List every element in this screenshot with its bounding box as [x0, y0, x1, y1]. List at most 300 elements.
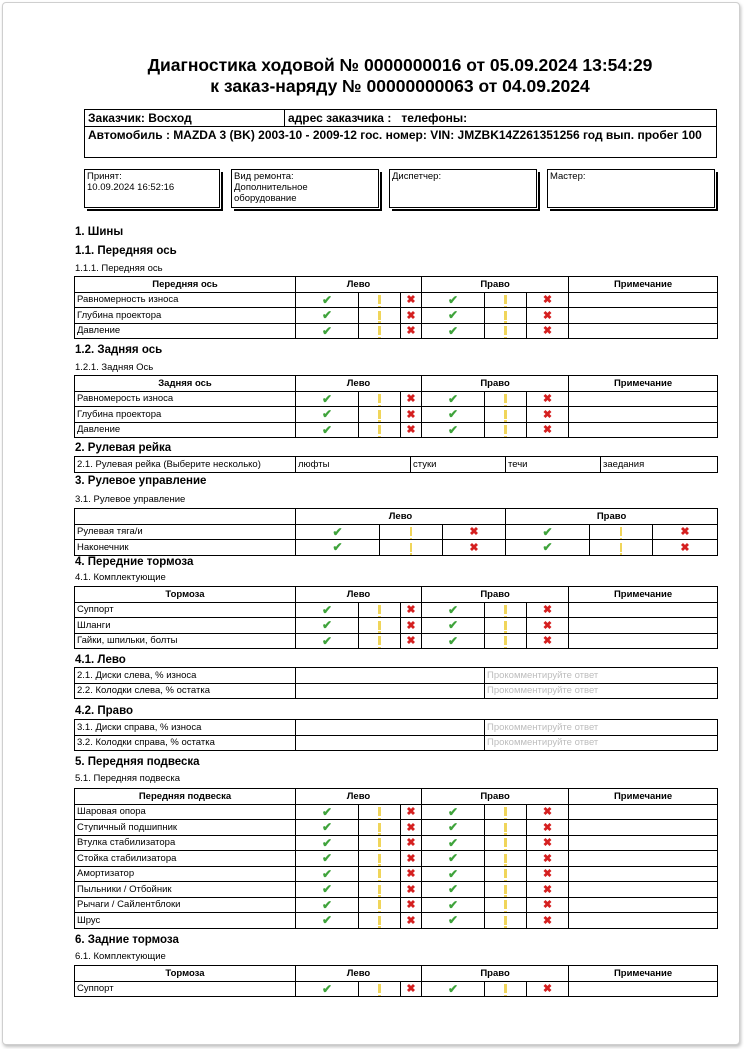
- group-label: 6.1. Комплектующие: [75, 951, 166, 962]
- warning-mark-cell[interactable]: [485, 407, 527, 423]
- column-header: Тормоза: [75, 587, 296, 603]
- note-cell[interactable]: [569, 866, 718, 882]
- ok-mark-cell[interactable]: [422, 820, 485, 836]
- warning-mark-cell[interactable]: [380, 524, 443, 540]
- column-header: Тормоза: [75, 966, 296, 982]
- value-input[interactable]: [296, 720, 485, 736]
- warning-icon: [378, 916, 381, 925]
- value-input[interactable]: [296, 668, 485, 684]
- row-label: 2.1. Диски слева, % износа: [75, 668, 296, 684]
- warning-icon: [504, 295, 507, 304]
- column-header: Передняя подвеска: [75, 789, 296, 805]
- check-ok-icon: ✔: [447, 913, 459, 928]
- fail-mark-cell[interactable]: [401, 407, 422, 423]
- table-row: [75, 835, 718, 851]
- fail-mark-cell[interactable]: [401, 292, 422, 308]
- fail-mark-cell[interactable]: [401, 308, 422, 324]
- warning-mark-cell[interactable]: [485, 391, 527, 407]
- warning-mark-cell[interactable]: [359, 618, 401, 634]
- ok-mark-cell[interactable]: [296, 602, 359, 618]
- check-ok-icon: ✔: [321, 851, 333, 866]
- fail-cross-icon: ✖: [406, 883, 416, 896]
- note-cell[interactable]: [569, 804, 718, 820]
- fail-mark-cell[interactable]: [401, 323, 422, 339]
- table-row: [75, 308, 718, 324]
- ok-mark-cell[interactable]: [296, 913, 359, 929]
- check-ok-icon: ✔: [447, 292, 459, 307]
- fail-cross-icon: ✖: [469, 526, 479, 539]
- note-cell[interactable]: [569, 602, 718, 618]
- ok-mark-cell[interactable]: [422, 804, 485, 820]
- column-header: Право: [422, 376, 569, 392]
- column-header: Право: [422, 789, 569, 805]
- ok-mark-cell[interactable]: [296, 981, 359, 997]
- warning-mark-cell[interactable]: [485, 981, 527, 997]
- left-brake-measure-table: [74, 667, 718, 699]
- subsection-title: 1.2. Задняя ось: [75, 344, 163, 356]
- ok-mark-cell[interactable]: [296, 820, 359, 836]
- vehicle-info: Автомобиль : MAZDA 3 (BK) 2003-10 - 2009-12 гос. номер: VIN: JMZBK14Z261351256 год вып. пробег 100: [88, 128, 702, 142]
- ok-mark-cell[interactable]: [422, 851, 485, 867]
- table-row: [75, 897, 718, 913]
- warning-mark-cell[interactable]: [359, 422, 401, 438]
- table-row: [75, 292, 718, 308]
- row-label: 2.1. Рулевая рейка (Выберите несколько): [75, 457, 296, 473]
- warning-icon: [504, 838, 507, 847]
- note-cell[interactable]: [569, 391, 718, 407]
- check-ok-icon: ✔: [447, 804, 459, 819]
- subsection-title: 4.2. Право: [75, 705, 134, 717]
- ok-mark-cell[interactable]: [296, 633, 359, 649]
- warning-mark-cell[interactable]: [359, 407, 401, 423]
- fail-cross-icon: ✖: [542, 325, 553, 338]
- ok-mark-cell[interactable]: [296, 618, 359, 634]
- row-label: 3.1. Диски справа, % износа: [75, 720, 296, 736]
- ok-mark-cell[interactable]: [296, 407, 359, 423]
- option-cell[interactable]: заедания: [601, 457, 718, 473]
- warning-icon: [504, 410, 507, 419]
- warning-icon: [410, 527, 413, 536]
- row-label: Давление: [75, 422, 296, 438]
- fail-mark-cell[interactable]: [527, 804, 569, 820]
- fail-cross-icon: ✖: [406, 309, 416, 322]
- ok-mark-cell[interactable]: [296, 292, 359, 308]
- fail-cross-icon: ✖: [542, 914, 553, 927]
- ok-mark-cell[interactable]: [506, 540, 590, 556]
- row-label: Шрус: [75, 913, 296, 929]
- row-label: Равномерость износа: [75, 391, 296, 407]
- option-cell[interactable]: люфты: [296, 457, 411, 473]
- note-cell[interactable]: [569, 323, 718, 339]
- warning-icon: [504, 394, 507, 403]
- warning-mark-cell[interactable]: [359, 308, 401, 324]
- ok-mark-cell[interactable]: [296, 391, 359, 407]
- ok-mark-cell[interactable]: [422, 292, 485, 308]
- accepted-value: 10.09.2024 16:52:16: [87, 182, 175, 193]
- warning-icon: [504, 636, 507, 645]
- ok-mark-cell[interactable]: [296, 540, 380, 556]
- ok-mark-cell[interactable]: [422, 422, 485, 438]
- warning-mark-cell[interactable]: [590, 540, 653, 556]
- table-row: [75, 913, 718, 929]
- column-header: Лево: [296, 376, 422, 392]
- ok-mark-cell[interactable]: [296, 897, 359, 913]
- warning-mark-cell[interactable]: [485, 851, 527, 867]
- fail-cross-icon: ✖: [406, 806, 416, 819]
- fail-cross-icon: ✖: [680, 526, 690, 539]
- warning-mark-cell[interactable]: [359, 897, 401, 913]
- accepted-label: Принят:: [87, 171, 122, 182]
- fail-cross-icon: ✖: [406, 294, 416, 307]
- fail-mark-cell[interactable]: [401, 633, 422, 649]
- fail-mark-cell[interactable]: [527, 866, 569, 882]
- warning-mark-cell[interactable]: [359, 292, 401, 308]
- check-ok-icon: ✔: [447, 820, 459, 835]
- ok-mark-cell[interactable]: [296, 323, 359, 339]
- warning-mark-cell[interactable]: [485, 882, 527, 898]
- column-header: Лево: [296, 966, 422, 982]
- comment-input[interactable]: Прокомментируйте ответ: [485, 735, 718, 751]
- fail-mark-cell[interactable]: [401, 602, 422, 618]
- fail-mark-cell[interactable]: [527, 913, 569, 929]
- warning-mark-cell[interactable]: [485, 835, 527, 851]
- fail-cross-icon: ✖: [542, 821, 553, 834]
- steering-table: [74, 508, 718, 556]
- warning-icon: [378, 900, 381, 909]
- fail-cross-icon: ✖: [542, 883, 553, 896]
- fail-mark-cell[interactable]: [527, 407, 569, 423]
- column-header: Примечание: [569, 789, 718, 805]
- fail-mark-cell[interactable]: [527, 422, 569, 438]
- row-label: Наконечник: [75, 540, 296, 556]
- warning-mark-cell[interactable]: [485, 602, 527, 618]
- fail-mark-cell[interactable]: [401, 851, 422, 867]
- section-title: 2. Рулевая рейка: [75, 442, 172, 454]
- table-row: [75, 540, 718, 556]
- warning-mark-cell[interactable]: [485, 633, 527, 649]
- row-label: Рулевая тяга/и: [75, 524, 296, 540]
- fail-cross-icon: ✖: [542, 393, 553, 406]
- fail-cross-icon: ✖: [406, 635, 416, 648]
- warning-mark-cell[interactable]: [485, 913, 527, 929]
- fail-mark-cell[interactable]: [527, 882, 569, 898]
- warning-icon: [504, 326, 507, 335]
- warning-icon: [504, 807, 507, 816]
- warning-mark-cell[interactable]: [485, 866, 527, 882]
- ok-mark-cell[interactable]: [422, 866, 485, 882]
- fail-mark-cell[interactable]: [401, 882, 422, 898]
- note-cell[interactable]: [569, 308, 718, 324]
- column-header: Право: [422, 277, 569, 293]
- dispatcher-label: Диспетчер:: [392, 171, 442, 182]
- warning-mark-cell[interactable]: [359, 804, 401, 820]
- fail-cross-icon: ✖: [542, 309, 553, 322]
- warning-mark-cell[interactable]: [359, 913, 401, 929]
- warning-icon: [378, 869, 381, 878]
- check-ok-icon: ✔: [321, 804, 333, 819]
- note-cell[interactable]: [569, 292, 718, 308]
- note-cell[interactable]: [569, 981, 718, 997]
- warning-icon: [378, 311, 381, 320]
- column-header: Право: [422, 966, 569, 982]
- table-row: [75, 882, 718, 898]
- note-cell[interactable]: [569, 422, 718, 438]
- fail-mark-cell[interactable]: [527, 292, 569, 308]
- rear-brakes-table: [74, 965, 718, 997]
- group-label: 4.1. Комплектующие: [75, 572, 166, 583]
- ok-mark-cell[interactable]: [422, 897, 485, 913]
- fail-cross-icon: ✖: [406, 408, 416, 421]
- warning-mark-cell[interactable]: [485, 618, 527, 634]
- value-input[interactable]: [296, 683, 485, 699]
- fail-mark-cell[interactable]: [401, 866, 422, 882]
- warning-icon: [378, 605, 381, 614]
- repair-type-label: Вид ремонта:: [234, 171, 294, 182]
- fail-mark-cell[interactable]: [401, 981, 422, 997]
- ok-mark-cell[interactable]: [422, 913, 485, 929]
- note-cell[interactable]: [569, 835, 718, 851]
- warning-icon: [504, 854, 507, 863]
- fail-mark-cell[interactable]: [527, 602, 569, 618]
- fail-cross-icon: ✖: [406, 868, 416, 881]
- fail-mark-cell[interactable]: [401, 391, 422, 407]
- fail-mark-cell[interactable]: [527, 981, 569, 997]
- warning-icon: [378, 636, 381, 645]
- fail-mark-cell[interactable]: [401, 820, 422, 836]
- customer-address-phones: адрес заказчика : телефоны:: [288, 111, 468, 125]
- fail-mark-cell[interactable]: [527, 391, 569, 407]
- fail-cross-icon: ✖: [406, 899, 416, 912]
- ok-mark-cell[interactable]: [296, 308, 359, 324]
- comment-input[interactable]: Прокомментируйте ответ: [485, 668, 718, 684]
- ok-mark-cell[interactable]: [422, 308, 485, 324]
- check-ok-icon: ✔: [321, 407, 333, 422]
- fail-mark-cell[interactable]: [401, 835, 422, 851]
- check-ok-icon: ✔: [447, 835, 459, 850]
- warning-icon: [378, 823, 381, 832]
- row-label: Шланги: [75, 618, 296, 634]
- column-header: Лево: [296, 587, 422, 603]
- warning-icon: [378, 410, 381, 419]
- table-row: [75, 407, 718, 423]
- check-ok-icon: ✔: [321, 308, 333, 323]
- ok-mark-cell[interactable]: [296, 835, 359, 851]
- fail-mark-cell[interactable]: [527, 851, 569, 867]
- document-title: Диагностика ходовой № 0000000016 от 05.09.2024 13:54:29: [147, 55, 653, 75]
- check-ok-icon: ✔: [321, 882, 333, 897]
- note-cell[interactable]: [569, 618, 718, 634]
- ok-mark-cell[interactable]: [296, 866, 359, 882]
- note-cell[interactable]: [569, 897, 718, 913]
- fail-mark-cell[interactable]: [401, 804, 422, 820]
- fail-mark-cell[interactable]: [527, 633, 569, 649]
- fail-mark-cell[interactable]: [527, 820, 569, 836]
- fail-mark-cell[interactable]: [401, 913, 422, 929]
- document-subtitle: к заказ-наряду № 00000000063 от 04.09.2024: [210, 76, 590, 96]
- fail-cross-icon: ✖: [406, 983, 416, 996]
- note-cell[interactable]: [569, 851, 718, 867]
- comment-input[interactable]: Прокомментируйте ответ: [485, 683, 718, 699]
- fail-mark-cell[interactable]: [401, 618, 422, 634]
- fail-cross-icon: ✖: [542, 983, 553, 996]
- front-suspension-table: [74, 788, 718, 929]
- row-label: Стойка стабилизатора: [75, 851, 296, 867]
- warning-icon: [504, 425, 507, 434]
- warning-icon: [504, 605, 507, 614]
- warning-mark-cell[interactable]: [359, 981, 401, 997]
- warning-mark-cell[interactable]: [359, 820, 401, 836]
- check-ok-icon: ✔: [447, 618, 459, 633]
- steering-rack-table: [74, 456, 718, 473]
- warning-mark-cell[interactable]: [359, 391, 401, 407]
- warning-mark-cell[interactable]: [359, 835, 401, 851]
- warning-mark-cell[interactable]: [485, 820, 527, 836]
- warning-icon: [504, 823, 507, 832]
- note-cell[interactable]: [569, 633, 718, 649]
- row-label: Равномерность износа: [75, 292, 296, 308]
- warning-icon: [620, 543, 623, 552]
- ok-mark-cell[interactable]: [422, 633, 485, 649]
- warning-icon: [378, 807, 381, 816]
- ok-mark-cell[interactable]: [422, 391, 485, 407]
- warning-mark-cell[interactable]: [485, 323, 527, 339]
- warning-icon: [378, 425, 381, 434]
- note-cell[interactable]: [569, 882, 718, 898]
- warning-icon: [378, 295, 381, 304]
- warning-icon: [378, 885, 381, 894]
- dispatcher-box: [389, 169, 537, 208]
- check-ok-icon: ✔: [542, 540, 553, 555]
- warning-icon: [504, 900, 507, 909]
- check-ok-icon: ✔: [447, 422, 459, 437]
- ok-mark-cell[interactable]: [296, 882, 359, 898]
- check-ok-icon: ✔: [332, 540, 343, 555]
- fail-cross-icon: ✖: [406, 325, 416, 338]
- warning-mark-cell[interactable]: [359, 602, 401, 618]
- check-ok-icon: ✔: [447, 851, 459, 866]
- table-row: [75, 981, 718, 997]
- row-label: Втулка стабилизатора: [75, 835, 296, 851]
- table-row: [75, 804, 718, 820]
- fail-mark-cell[interactable]: [527, 835, 569, 851]
- fail-cross-icon: ✖: [542, 604, 553, 617]
- comment-input[interactable]: Прокомментируйте ответ: [485, 720, 718, 736]
- value-input[interactable]: [296, 735, 485, 751]
- table-row: [75, 668, 718, 684]
- fail-cross-icon: ✖: [406, 604, 416, 617]
- column-header: Право: [506, 509, 718, 525]
- repair-type-box: [231, 169, 379, 208]
- warning-mark-cell[interactable]: [380, 540, 443, 556]
- check-ok-icon: ✔: [447, 633, 459, 648]
- fail-cross-icon: ✖: [406, 852, 416, 865]
- accepted-box: [84, 169, 220, 208]
- row-label: Рычаги / Сайлентблоки: [75, 897, 296, 913]
- warning-mark-cell[interactable]: [485, 422, 527, 438]
- fail-cross-icon: ✖: [542, 424, 553, 437]
- ok-mark-cell[interactable]: [422, 407, 485, 423]
- rear-axle-tires-table: [74, 375, 718, 438]
- warning-mark-cell[interactable]: [590, 524, 653, 540]
- fail-mark-cell[interactable]: [527, 323, 569, 339]
- warning-mark-cell[interactable]: [485, 308, 527, 324]
- fail-mark-cell[interactable]: [443, 524, 506, 540]
- ok-mark-cell[interactable]: [296, 422, 359, 438]
- fail-cross-icon: ✖: [406, 424, 416, 437]
- table-row: [75, 618, 718, 634]
- check-ok-icon: ✔: [321, 866, 333, 881]
- check-ok-icon: ✔: [447, 407, 459, 422]
- warning-mark-cell[interactable]: [359, 866, 401, 882]
- warning-mark-cell[interactable]: [359, 633, 401, 649]
- column-header: Примечание: [569, 376, 718, 392]
- check-ok-icon: ✔: [447, 308, 459, 323]
- customer-name: Заказчик: Восход: [85, 110, 285, 126]
- fail-cross-icon: ✖: [542, 635, 553, 648]
- ok-mark-cell[interactable]: [422, 835, 485, 851]
- warning-mark-cell[interactable]: [485, 804, 527, 820]
- section-title: 5. Передняя подвеска: [75, 756, 200, 768]
- ok-mark-cell[interactable]: [296, 804, 359, 820]
- fail-mark-cell[interactable]: [653, 540, 718, 556]
- fail-cross-icon: ✖: [406, 914, 416, 927]
- fail-mark-cell[interactable]: [527, 897, 569, 913]
- warning-mark-cell[interactable]: [359, 851, 401, 867]
- warning-icon: [378, 984, 381, 993]
- option-cell[interactable]: течи: [506, 457, 601, 473]
- table-row: [75, 633, 718, 649]
- note-cell[interactable]: [569, 407, 718, 423]
- table-row: [75, 851, 718, 867]
- ok-mark-cell[interactable]: [422, 882, 485, 898]
- column-header: Задняя ось: [75, 376, 296, 392]
- fail-mark-cell[interactable]: [653, 524, 718, 540]
- fail-cross-icon: ✖: [542, 837, 553, 850]
- warning-icon: [504, 621, 507, 630]
- section-title: 4. Передние тормоза: [75, 556, 194, 568]
- fail-cross-icon: ✖: [542, 619, 553, 632]
- ok-mark-cell[interactable]: [296, 851, 359, 867]
- ok-mark-cell[interactable]: [296, 524, 380, 540]
- column-header: Лево: [296, 789, 422, 805]
- note-cell[interactable]: [569, 820, 718, 836]
- warning-mark-cell[interactable]: [359, 882, 401, 898]
- fail-mark-cell[interactable]: [401, 897, 422, 913]
- ok-mark-cell[interactable]: [506, 524, 590, 540]
- ok-mark-cell[interactable]: [422, 323, 485, 339]
- ok-mark-cell[interactable]: [422, 981, 485, 997]
- right-brake-measure-table: [74, 719, 718, 751]
- fail-mark-cell[interactable]: [443, 540, 506, 556]
- master-box: [547, 169, 715, 208]
- option-cell[interactable]: стуки: [411, 457, 506, 473]
- table-row: [75, 602, 718, 618]
- warning-mark-cell[interactable]: [359, 323, 401, 339]
- ok-mark-cell[interactable]: [422, 602, 485, 618]
- fail-mark-cell[interactable]: [527, 618, 569, 634]
- warning-mark-cell[interactable]: [485, 897, 527, 913]
- note-cell[interactable]: [569, 913, 718, 929]
- fail-mark-cell[interactable]: [527, 308, 569, 324]
- fail-cross-icon: ✖: [680, 541, 690, 554]
- warning-mark-cell[interactable]: [485, 292, 527, 308]
- column-header: Примечание: [569, 277, 718, 293]
- table-row: [75, 720, 718, 736]
- check-ok-icon: ✔: [321, 897, 333, 912]
- ok-mark-cell[interactable]: [422, 618, 485, 634]
- fail-mark-cell[interactable]: [401, 422, 422, 438]
- column-header: Примечание: [569, 587, 718, 603]
